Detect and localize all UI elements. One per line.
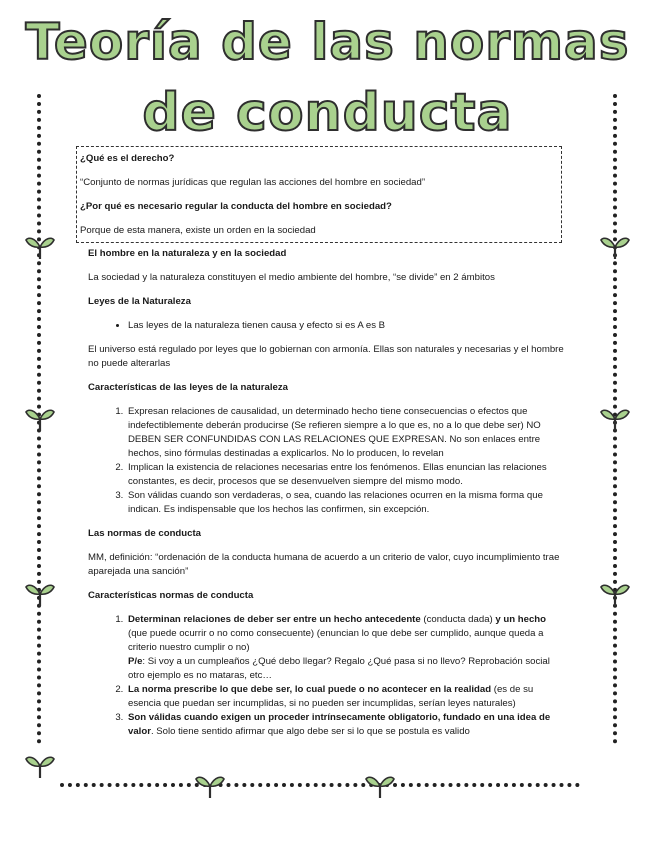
document-body — [80, 146, 564, 749]
bold-text: Son válidas cuando exigen un proceder intrínsecamente obligatorio, fundado en una idea de valor — [128, 712, 551, 737]
example-text: : Si voy a un cumpleaños ¿Qué debo llegar? Regalo ¿Qué pasa si no llevo? Reprobación social otro ejemplo es no mataras, etc… — [128, 656, 550, 681]
numbered-list — [88, 405, 564, 517]
numbered-list — [88, 613, 564, 739]
section-heading: Características de las leyes de la naturaleza — [88, 382, 288, 393]
bold-text: La norma prescribe lo que debe ser, lo cual puede o no acontecer en la realidad — [128, 684, 492, 695]
example-label: P/e — [128, 656, 143, 667]
intro-box — [76, 146, 562, 243]
sprout-icon — [25, 580, 55, 606]
bold-text: y un hecho — [495, 614, 547, 625]
question-2: ¿Por qué es necesario regular la conducta del hombre en sociedad? — [80, 201, 392, 212]
list-item: 3. Son válidas cuando son verdaderas, o sea, cuando las relaciones ocurren en la misma forma que indican. Es indispensable que los hechos las confirmen, sin excepción. — [126, 489, 564, 517]
question-1: ¿Qué es el derecho? — [80, 153, 175, 164]
section-heading: Características normas de conducta — [88, 590, 254, 601]
bottom-dotted-border — [60, 783, 580, 792]
bold-text: Determinan relaciones de deber ser entre un hecho antecedente — [128, 614, 421, 625]
text-span: . Solo tiene sentido afirmar que algo debe ser si lo que se postula es valido — [150, 726, 470, 737]
paragraph: El universo está regulado por leyes que lo gobiernan con armonía. Ellas son naturales y necesarias y el hombre no puede alterarlas — [88, 344, 564, 369]
paragraph: La sociedad y la naturaleza constituyen el medio ambiente del hombre, “se divide” en 2 ámbitos — [88, 272, 495, 283]
list-item — [126, 613, 564, 683]
list-item — [126, 683, 564, 711]
title-line-2: de conducta — [142, 83, 513, 143]
sprout-icon — [25, 752, 55, 778]
sprout-icon — [25, 233, 55, 259]
sprout-icon — [25, 405, 55, 431]
text-span: (conducta dada) — [420, 614, 496, 625]
sprout-icon — [600, 405, 630, 431]
text-span: (que puede ocurrir o no como consecuente) (enuncian lo que debe ser cumplido, aunque queda a criterio nuestro cumplir o no) — [128, 628, 544, 653]
bullet-list — [88, 319, 564, 333]
sprout-icon — [195, 772, 225, 798]
section-heading: El hombre en la naturaleza y en la sociedad — [88, 248, 287, 259]
list-item: 1. Expresan relaciones de causalidad, un determinado hecho tiene consecuencias o efectos que indefectiblemente deberán producirse (Se refieren siempre a lo que es, no a lo que debe ser) NO DEBEN SER CONFUNDIDAS CON LAS RELACIONES QUE EXPRESAN. No son enlaces entre hechos, sino fórmulas destinadas a explicarlos. No lo producen, lo revelan — [126, 405, 564, 461]
sprout-icon — [600, 580, 630, 606]
list-item: 2. Implican la existencia de relaciones necesarias entre los fenómenos. Ellas enuncian las relaciones constantes, es decir, procesos que se desenvuelven siempre del mismo modo. — [126, 461, 564, 489]
section-heading: Las normas de conducta — [88, 528, 202, 539]
paragraph: MM, definición: “ordenación de la conducta humana de acuerdo a un criterio de valor, cuyo incumplimiento trae aparejada una sanción” — [88, 552, 560, 577]
text-span: (es de su esencia que puedan ser incumplidas, si no pueden ser incumplidas, serían leyes naturales) — [128, 684, 534, 709]
answer-1: “Conjunto de normas jurídicas que regulan las acciones del hombre en sociedad” — [80, 177, 426, 188]
title-line-1: Teoría de las normas — [25, 13, 630, 71]
answer-2: Porque de esta manera, existe un orden en la sociedad — [80, 225, 316, 236]
sprout-icon — [365, 772, 395, 798]
list-item: • Las leyes de la naturaleza tienen causa y efecto si es A es B — [128, 319, 564, 333]
section-heading: Leyes de la Naturaleza — [88, 296, 191, 307]
sprout-icon — [600, 233, 630, 259]
list-item — [126, 711, 564, 739]
